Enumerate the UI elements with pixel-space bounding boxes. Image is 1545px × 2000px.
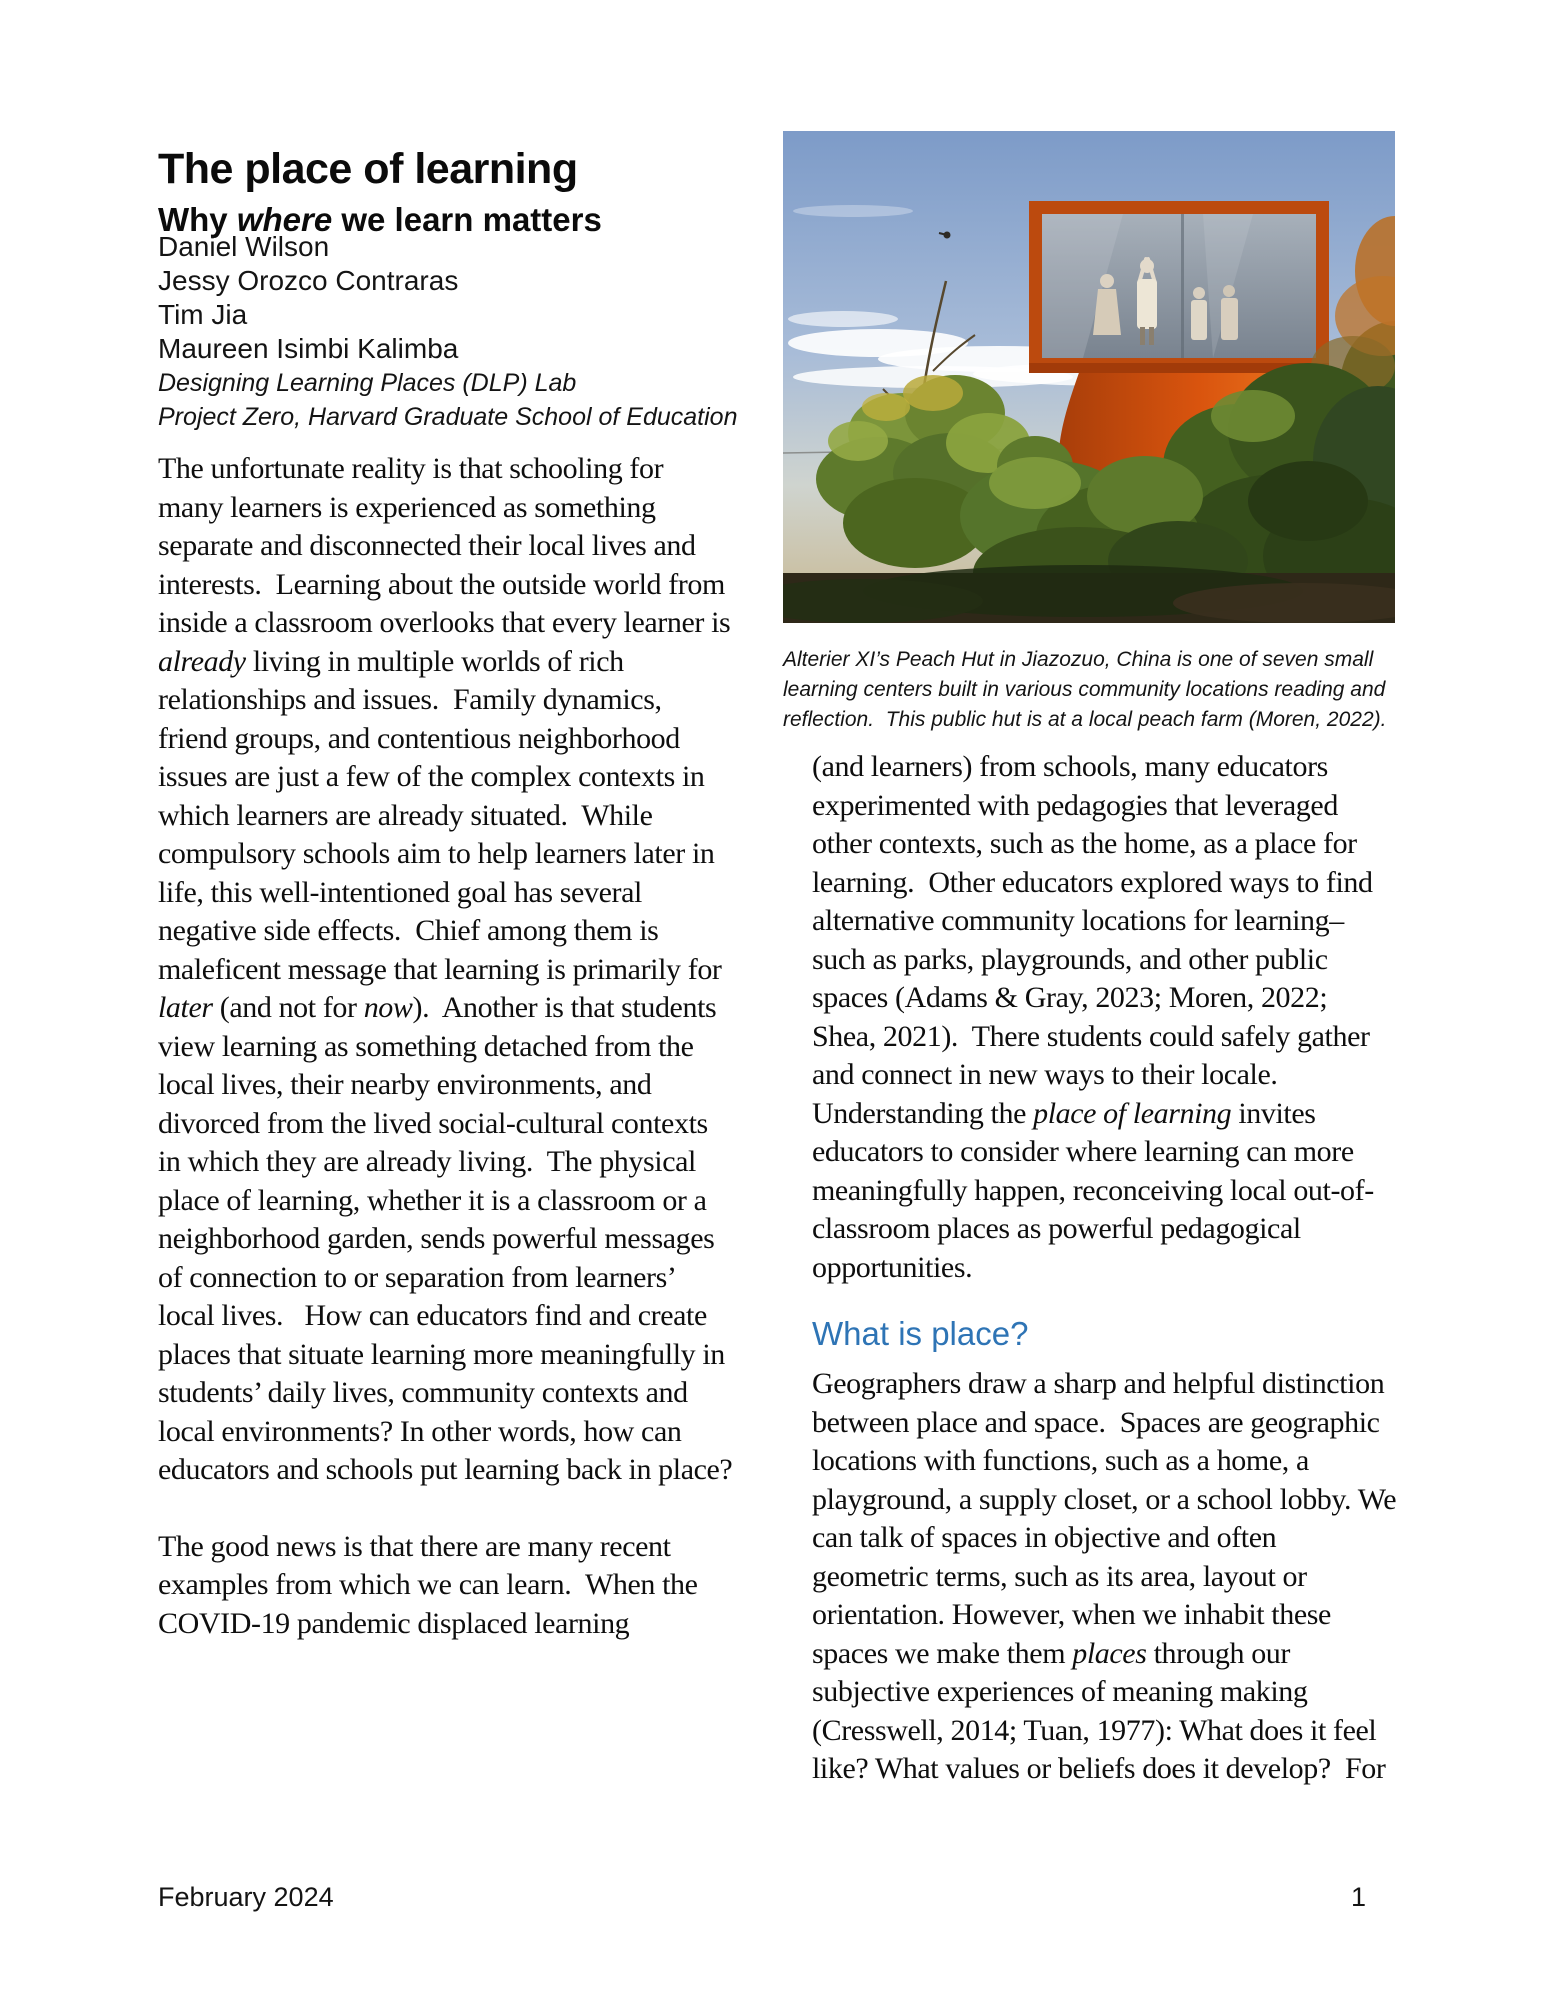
section-heading-what-is-place: What is place? xyxy=(812,1315,1029,1352)
author-name: Daniel Wilson xyxy=(158,231,330,262)
footer-date: February 2024 xyxy=(158,1882,334,1912)
page-title: The place of learning xyxy=(158,144,578,193)
affiliation-line: Project Zero, Harvard Graduate School of Education xyxy=(158,403,738,431)
page-subtitle: Why where we learn matters xyxy=(158,201,602,239)
peach-hut-photo xyxy=(783,131,1395,623)
paragraph-geographers: Geographers draw a sharp and helpful distinction between place and space. Spaces are geographic locations with functions, such as a home, a playground, a supply closet, or a school lobby. We can talk of spaces in objective and often geometric terms, such as its area, layout or orientation. However, when we inhabit these spaces we make them places through our subjective experiences of meaning making (Cresswell, 2014; Tuan, 1977): What does it feel like? What values or beliefs does it develop? For xyxy=(812,1367,1404,1785)
page-footer xyxy=(158,1882,1366,1913)
paragraph-good-news: The good news is that there are many recent examples from which we can learn. When the COVID-19 pandemic displaced learning xyxy=(158,1529,705,1640)
author-name: Jessy Orozco Contraras xyxy=(158,265,459,296)
author-name: Maureen Isimbi Kalimba xyxy=(158,333,459,364)
byline xyxy=(158,230,737,434)
footer-page-number: 1 xyxy=(1350,1882,1366,1912)
author-name: Tim Jia xyxy=(158,299,248,330)
figure-peach-hut xyxy=(783,131,1438,735)
right-column xyxy=(812,748,1404,1789)
figure-caption: Alterier XI’s Peach Hut in Jiazozuo, China is one of seven small learning centers built in various community locations reading and reflection. This public hut is at a local peach farm (Moren, 2022). xyxy=(783,648,1392,731)
paragraph-pandemic-continued: (and learners) from schools, many educators experimented with pedagogies that leveraged other contexts, such as the home, as a place for learning. Other educators explored ways to find alternative community locations for learning–such as parks, playgrounds, and other public spaces (Adams & Gray, 2023; Moren, 2022; Shea, 2021). There students could safely gather and connect in new ways to their locale. Understanding the place of learning invites educators to consider where learning can more meaningfully happen, reconceiving local out-of-classroom places as powerful pedagogical opportunities. xyxy=(812,750,1380,1284)
paragraph-intro: The unfortunate reality is that schooling for many learners is experienced as something separate and disconnected their local lives and interests. Learning about the outside world from inside a classroom overlooks that every learner is already living in multiple worlds of rich relationships and issues. Family dynamics, friend groups, and contentious neighborhood issues are just a few of the complex contexts in which learners are already situated. While compulsory schools aim to help learners later in life, this well-intentioned goal has several negative side effects. Chief among them is maleficent message that learning is primarily for later (and not for now). Another is that students view learning as something detached from the local lives, their nearby environments, and divorced from the lived social-cultural contexts in which they are already living. The physical place of learning, whether it is a classroom or a neighborhood garden, sends powerful messages of connection to or separation from learners’ local lives. How can educators find and create places that situate learning more meaningfully in students’ daily lives, community contexts and local environments? In other words, how can educators and schools put learning back in place? xyxy=(158,452,738,1486)
photo-ground xyxy=(783,565,1395,623)
left-column xyxy=(158,450,738,1643)
affiliation-line: Designing Learning Places (DLP) Lab xyxy=(158,369,577,397)
